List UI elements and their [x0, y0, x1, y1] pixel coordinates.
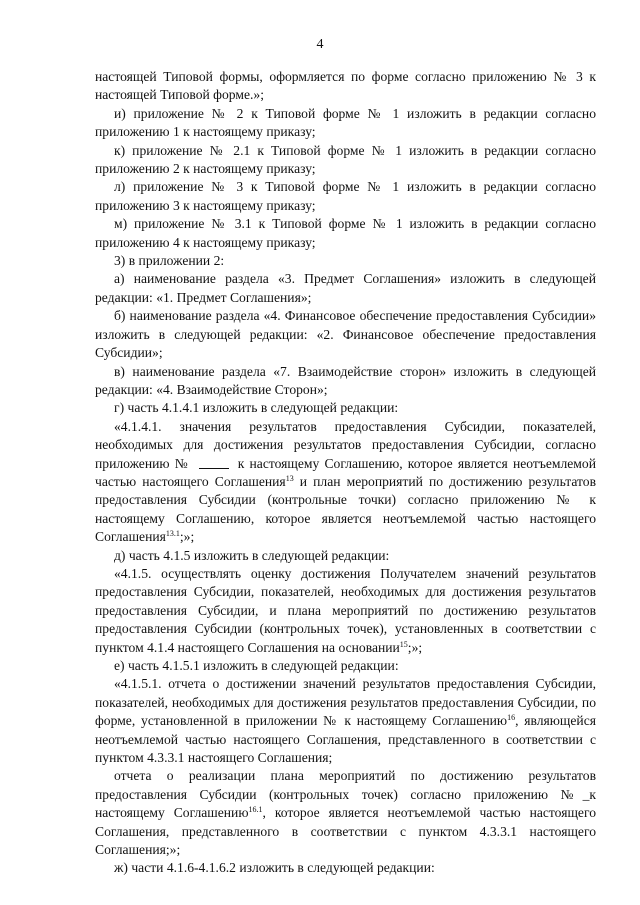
paragraph-text: ;»;: [407, 639, 423, 655]
paragraph-4-1-4-1: [95, 418, 596, 547]
paragraph-text: к настоящему Соглашению, которое является неотъемлемой частью настоящего Соглашения: [95, 455, 596, 489]
paragraph-text: «4.1.4.1. значения результатов предоставления Субсидии, показателей, необходимых для достижения результатов предоставления Субсидии, согласно приложению №: [95, 418, 596, 471]
paragraph: а) наименование раздела «3. Предмет Соглашения» изложить в следующей редакции: «1. Предмет Соглашения»;: [95, 271, 596, 305]
paragraph: д) часть 4.1.5 изложить в следующей редакции:: [114, 547, 390, 563]
paragraph-report-plan: [95, 767, 596, 859]
paragraph-4-1-5-1: [95, 675, 596, 767]
paragraph-text: отчета о реализации плана мероприятий по достижению результатов предоставления Субсидии (контрольных точек) согласно приложению №_к настоящему Соглашению: [95, 768, 596, 821]
paragraph: ж) части 4.1.6-4.1.6.2 изложить в следующей редакции:: [114, 860, 435, 876]
paragraph-text: , которое является неотъемлемой частью настоящего Соглашения, представленного в соответствии с пунктом 4.3.3.1 настоящего Соглашения;»;: [95, 805, 596, 858]
paragraph: г) часть 4.1.4.1 изложить в следующей редакции:: [114, 400, 399, 416]
paragraph: к) приложение № 2.1 к Типовой форме № 1 изложить в редакции согласно приложению 2 к настоящему приказу;: [95, 142, 596, 177]
page-number: 4: [316, 37, 324, 52]
footnote-ref: 13.1: [165, 529, 180, 539]
footnote-ref: 15: [399, 639, 408, 649]
paragraph-text: и план мероприятий по достижению результатов предоставления Субсидии (контрольные точки) согласно приложению № к настоящему Соглашению, которое является неотъемлемой частью настоящего Соглашения: [95, 473, 597, 545]
paragraph: л) приложение № 3 к Типовой форме № 1 изложить в редакции согласно приложению 3 к настоящему приказу;: [95, 179, 596, 213]
paragraph: в) наименование раздела «7. Взаимодействие сторон» изложить в следующей редакции: «4. Взаимодействие Сторон»;: [95, 363, 596, 397]
paragraph-text: «4.1.5.1. отчета о достижении значений результатов предоставления Субсидии, показателей, необходимых для достижения результатов предоставления Субсидии, по форме, установленной в приложении № к настоящему Соглашению: [95, 676, 596, 729]
paragraph-text: «4.1.5. осуществлять оценку достижения Получателем значений результатов предоставления Субсидии, показателей, необходимых для достижения результатов предоставления Субсидии, и плана мероприятий по достижению результатов предоставления Субсидии (контрольных точек), установленных в соответствии с пунктом 4.1.4 настоящего Соглашения на основании: [95, 565, 596, 655]
paragraph-text: ;»;: [179, 529, 195, 545]
paragraph: 3) в приложении 2:: [114, 253, 225, 269]
paragraph: и) приложение № 2 к Типовой форме № 1 изложить в редакции согласно приложению 1 к настоящему приказу;: [95, 105, 596, 140]
paragraph: е) часть 4.1.5.1 изложить в следующей редакции:: [114, 658, 399, 673]
footnote-ref: 16: [507, 713, 516, 723]
blank-field: [199, 457, 229, 469]
paragraph-4-1-5: [95, 565, 596, 657]
paragraph: б) наименование раздела «4. Финансовое обеспечение предоставления Субсидии» изложить в следующей редакции: «2. Финансовое обеспечение предоставления Субсидии»;: [95, 308, 596, 361]
paragraph-text: , являющейся неотъемлемой частью настоящего Соглашения, представленного в соответствии с пунктом 4.3.3.1 настоящего Соглашения;: [95, 713, 596, 766]
footnote-ref: 13: [285, 473, 294, 483]
document-body: [95, 68, 596, 878]
paragraph: м) приложение № 3.1 к Типовой форме № 1 изложить в редакции согласно приложению 4 к настоящему приказу;: [95, 216, 596, 250]
footnote-ref: 16.1: [248, 805, 263, 815]
paragraph: настоящей Типовой формы, оформляется по форме согласно приложению № 3 к настоящей Типовой форме.»;: [95, 69, 596, 103]
